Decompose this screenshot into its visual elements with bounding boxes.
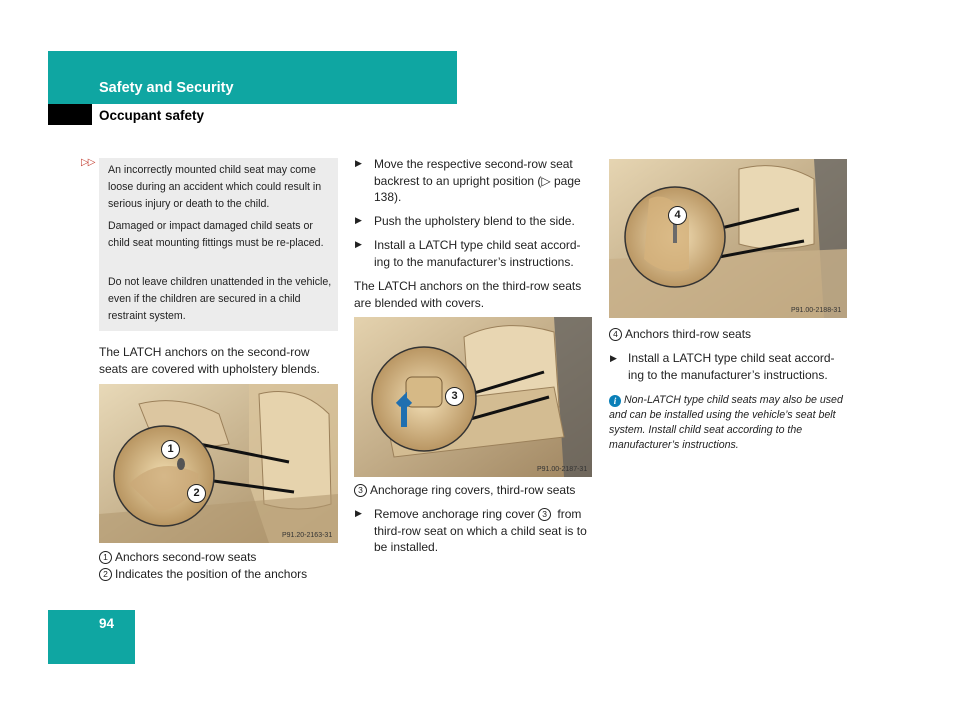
section-title: Safety and Security (99, 80, 234, 96)
warning-paragraph: An incorrectly mounted child seat may come loose during an accident which could result in serious injury or death to the child. (108, 164, 322, 210)
warning-paragraph: Do not leave children unattended in the vehicle, even if the children are secured in a child restraint system. (108, 276, 332, 322)
warning-box (99, 158, 338, 331)
callout-1: 1 (161, 440, 180, 459)
step-text: Install a LATCH type child seat accord-ing to the manufacturer’s instructions. (628, 351, 835, 382)
subsection-title: Occupant safety (99, 108, 205, 123)
legend-number: 2 (99, 568, 112, 581)
triangle-right-icon: ▶ (355, 158, 362, 168)
legend-number: 4 (609, 328, 622, 341)
callout-2: 2 (187, 484, 206, 503)
legend-text: Anchorage ring covers, third-row seats (370, 483, 576, 497)
warning-paragraph: Damaged or impact damaged child seats or child seat mounting fittings must be re-placed. (108, 220, 324, 249)
figure-code: P91.00-2187-31 (537, 466, 588, 473)
subsection-marker (48, 104, 92, 125)
step-text: Push the upholstery blend to the side. (374, 214, 575, 228)
info-icon: i (609, 395, 621, 407)
step-text: Move the respective second-row seat backrest to an upright position (▷ page 138). (374, 157, 581, 204)
third-row-anchor-figure (609, 159, 847, 318)
legend-item (354, 482, 594, 499)
third-row-cover-figure (354, 317, 592, 477)
second-row-seat-figure (99, 384, 338, 543)
step-text (374, 506, 592, 556)
triangle-right-icon: ▶ (355, 508, 362, 518)
section-header-band (48, 51, 457, 104)
step-text-part: from third-row seat on which a child seat is to be installed. (374, 507, 587, 554)
third-row-intro: The LATCH anchors on the third-row seats are blended with covers. (354, 279, 582, 310)
third-row-cover-illustration (354, 317, 592, 477)
legend-item (99, 549, 339, 566)
legend-text: Anchors second-row seats (115, 550, 257, 564)
figure-code: P91.20-2163-31 (282, 532, 333, 539)
info-note-text: Non-LATCH type child seats may also be used and can be installed using the vehicle’s seat belt system. Install child seat according to the manufacturer’s instructions. (609, 394, 843, 451)
step-text-part: Remove anchorage ring cover (374, 507, 539, 521)
figure-code: P91.00-2188-31 (791, 307, 842, 314)
second-row-seat-illustration (99, 384, 338, 543)
callout-3: 3 (445, 387, 464, 406)
info-note (609, 393, 849, 453)
legend-text: Anchors third-row seats (625, 327, 752, 341)
legend-number: 1 (99, 551, 112, 564)
legend-number: 3 (354, 484, 367, 497)
step-text: Install a LATCH type child seat accord-ing to the manufacturer’s instructions. (374, 238, 581, 269)
third-row-anchor-illustration (609, 159, 847, 318)
triangle-right-icon: ▶ (355, 215, 362, 225)
callout-4: 4 (668, 206, 687, 225)
second-row-intro: The LATCH anchors on the second-row seats are covered with upholstery blends. (99, 345, 320, 376)
legend-item (609, 326, 849, 343)
continued-marker: ▷▷ (81, 157, 95, 168)
page-number: 94 (99, 616, 115, 631)
page-number-band (48, 610, 135, 664)
triangle-right-icon: ▶ (355, 239, 362, 249)
step-number: 3 (538, 508, 551, 521)
legend-text: Indicates the position of the anchors (115, 567, 308, 581)
legend-item (99, 566, 339, 583)
triangle-right-icon: ▶ (610, 353, 617, 363)
